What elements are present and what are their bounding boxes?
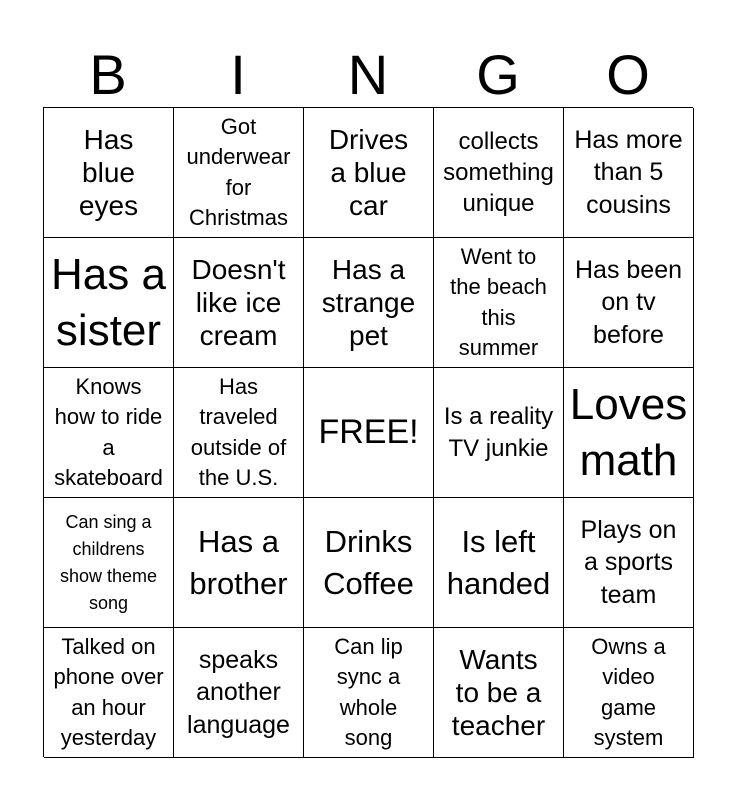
bingo-cell-text: Talked on phone over an hour yesterday [53,633,164,750]
bingo-cell-text: Wants to be a teacher [451,643,546,742]
bingo-cell[interactable] [434,368,564,498]
bingo-cell-text: Went to the beach this summer [450,243,547,360]
bingo-cell-text: Drives a blue car [328,123,409,222]
bingo-cell-text: Has more than 5 cousins [574,125,683,219]
header-letter-g: G [476,43,520,106]
bingo-cell-text: collects something unique [443,127,554,218]
bingo-cell[interactable] [174,498,304,628]
header-letter-o: O [606,43,650,106]
bingo-cell[interactable] [304,238,434,368]
bingo-cell-text: Owns a video game system [591,633,666,750]
bingo-cell-text: Got underwear for Christmas [186,113,291,230]
bingo-cell-text: Can lip sync a whole song [334,633,403,750]
bingo-cell[interactable] [44,368,174,498]
bingo-cell-text: Loves math [569,379,688,485]
bingo-cell[interactable] [174,368,304,498]
header-letter-b: B [89,43,127,106]
bingo-cell-text: Drinks Coffee [323,523,414,601]
bingo-board [43,107,693,757]
bingo-cell[interactable] [304,498,434,628]
bingo-cell-text: Has traveled outside of the U.S. [190,373,287,490]
bingo-cell[interactable] [564,238,694,368]
bingo-cell-text: Knows how to ride a skateboard [54,373,163,490]
bingo-cell[interactable] [564,368,694,498]
bingo-cell[interactable] [44,498,174,628]
bingo-cell[interactable] [564,498,694,628]
bingo-cell[interactable] [44,238,174,368]
bingo-cell-text: Has been on tv before [574,255,683,349]
bingo-cell-text: Has a sister [51,249,166,355]
bingo-free-cell[interactable] [304,368,434,498]
bingo-cell-text: Has a strange pet [321,253,416,352]
bingo-cell-text: Can sing a childrens show theme song [59,511,158,613]
bingo-cell[interactable] [44,108,174,238]
bingo-cell-text: FREE! [318,412,419,451]
bingo-cell[interactable] [434,628,564,758]
bingo-cell[interactable] [304,628,434,758]
header-letter-n: N [347,43,389,106]
bingo-cell-text: Is left handed [446,523,551,601]
bingo-cell[interactable] [434,498,564,628]
bingo-cell[interactable] [434,238,564,368]
bingo-cell[interactable] [564,108,694,238]
header-letter-i: I [230,43,246,106]
bingo-cell[interactable] [564,628,694,758]
bingo-cell-text: speaks another language [187,645,290,739]
bingo-cell[interactable] [304,108,434,238]
bingo-cell[interactable] [44,628,174,758]
bingo-cell[interactable] [174,628,304,758]
bingo-cell-text: Has a brother [189,523,288,601]
bingo-header [43,44,693,106]
bingo-cell[interactable] [174,108,304,238]
bingo-cell-text: Doesn't like ice cream [191,253,286,352]
bingo-cell[interactable] [174,238,304,368]
bingo-cell[interactable] [434,108,564,238]
bingo-cell-text: Has blue eyes [78,123,139,222]
bingo-cell-text: Plays on a sports team [580,515,677,609]
bingo-cell-text: Is a reality TV junkie [443,403,554,462]
